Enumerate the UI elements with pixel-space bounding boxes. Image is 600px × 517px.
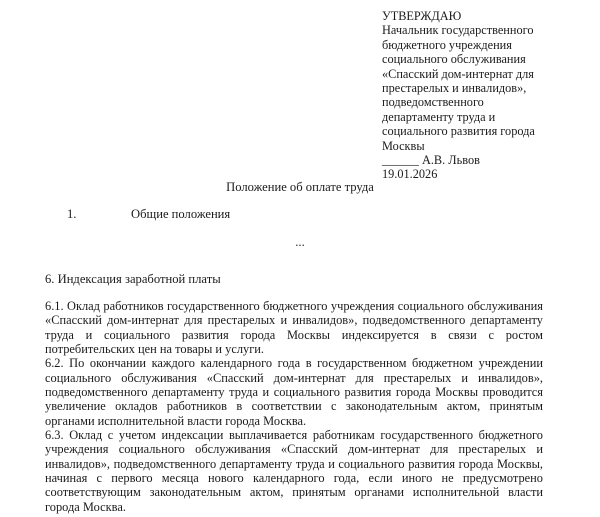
section-1-label: Общие положения — [131, 207, 231, 221]
approval-line: социального обслуживания — [382, 52, 526, 67]
approval-block — [382, 9, 560, 182]
approval-line: департаменту труда и — [382, 109, 496, 124]
approval-date: 19.01.2026 — [382, 167, 438, 182]
document-title: Положение об оплате труда — [226, 180, 374, 194]
paragraph-6-2: 6.2. По окончании каждого календарного года в государственном бюджетном учреждении социального обслуживания «Спасский дом-интернат для престарелых и инвалидов», подведомственного департаменту труда и социального развития города Москвы проводится увеличение окладов работников в соответствии с законодательным актом, принятым органами исполнительной власти города Москва. — [45, 356, 543, 428]
approval-line: бюджетного учреждения — [382, 37, 512, 52]
section-6-heading: 6. Индексация заработной платы — [45, 272, 221, 286]
section-1-heading — [67, 207, 230, 221]
approval-line: Начальник государственного — [382, 23, 534, 38]
signature-line: ______ А.В. Львов — [382, 153, 480, 168]
approval-line: Москвы — [382, 138, 425, 153]
approval-line: подведомственного — [382, 95, 484, 110]
paragraph-6-1: 6.1. Оклад работников государственного бюджетного учреждения социального обслуживания «Спасский дом-интернат для престарелых и инвалидов», подведомственного департаменту труда и социального развития города Москвы индексируется в связи с ростом потребительских цен на товары и услуги. — [45, 299, 543, 357]
approval-line: «Спасский дом-интернат для — [382, 66, 534, 81]
approval-line: социального развития города — [382, 124, 535, 139]
approval-line: престарелых и инвалидов», — [382, 81, 527, 96]
paragraph-6-3: 6.3. Оклад с учетом индексации выплачивается работникам государственного бюджетного учреждения социального обслуживания «Спасский дом-интернат для престарелых и инвалидов», подведомственного департаменту труда и социального развития города Москвы, начиная с первого месяца нового календарного года, если иного не предусмотрено соответствующим законодательным актом, принятым органами исполнительной власти города Москва. — [45, 428, 543, 514]
section-6-body — [45, 299, 543, 514]
section-1-number: 1. — [67, 207, 77, 221]
approval-stamp-word: УТВЕРЖДАЮ — [382, 9, 462, 23]
omitted-content-ellipsis: ... — [295, 235, 305, 249]
